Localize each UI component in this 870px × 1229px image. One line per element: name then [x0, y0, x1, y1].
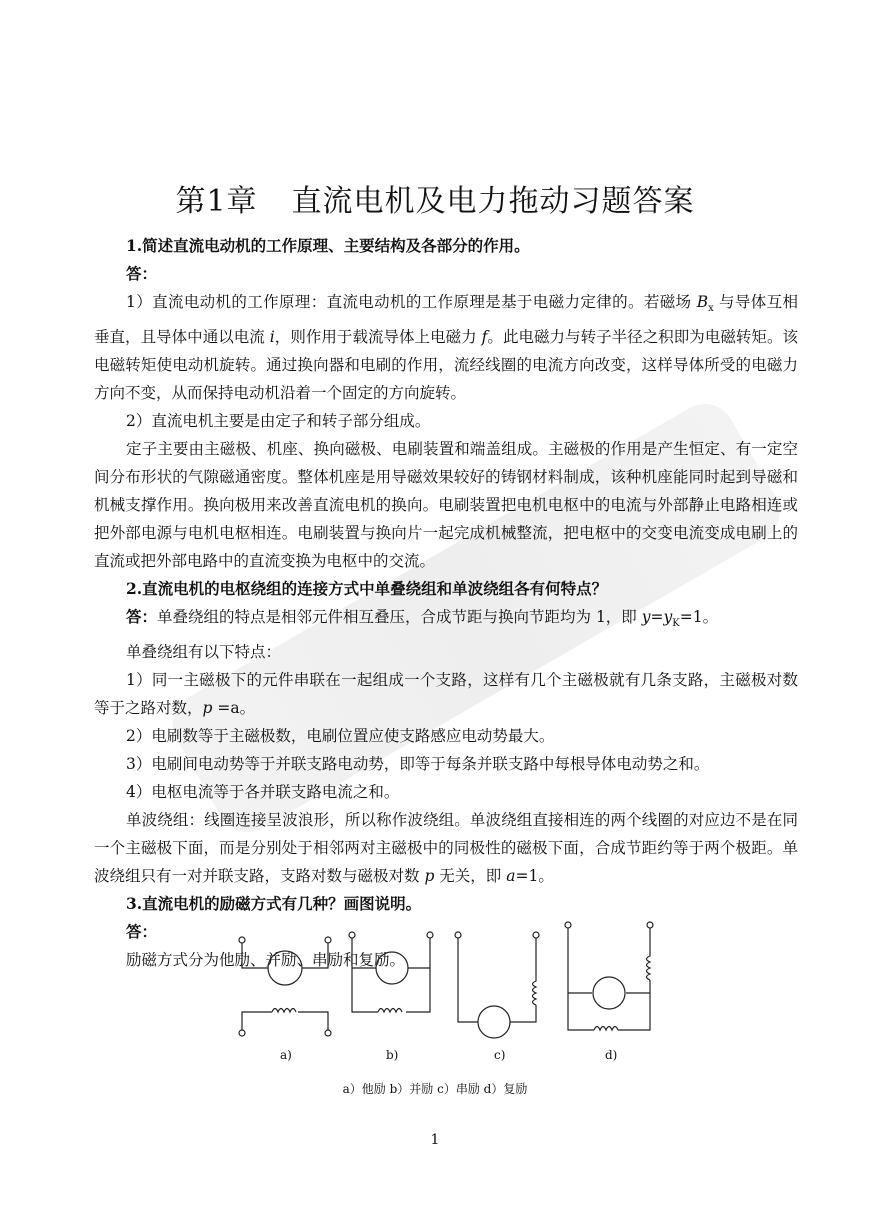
answer-label-3: 答：: [126, 922, 158, 942]
question-3: 3.直流电机的励磁方式有几种？画图说明。: [126, 894, 422, 914]
diagram-a-separate-excitation: [239, 937, 331, 1036]
q1-paragraph-2: 2）直流电机主要是由定子和转子部分组成。: [126, 412, 431, 431]
chapter-number: 第1章: [175, 184, 258, 219]
q2-wave-winding: 单波绕组：线圈连接呈波浪形，所以称作波绕组。单波绕组直接相连的两个线圈的对应边不是在同一个主磁极下面，而是分别处于相邻两对主磁极中的同极性的磁极下面，合成节距约等于两个极距。单波绕组只有一对并联支路，支路对数与磁极对数 p 无关，即 a=1。: [94, 811, 798, 886]
q2-list-intro: 单叠绕组有以下特点：: [126, 643, 282, 662]
excitation-diagrams: [230, 920, 660, 1070]
diagram-d-compound-excitation: [565, 922, 653, 1030]
figure-label-a: a): [280, 1048, 292, 1062]
question-2: 2.直流电机的电枢绕组的连接方式中单叠绕组和单波绕组各有何特点？: [126, 579, 608, 599]
figure-label-d: d): [605, 1048, 618, 1062]
question-1: 1.简述直流电动机的工作原理、主要结构及各部分的作用。: [126, 236, 530, 255]
q2-answer: 答：单叠绕组的特点是相邻元件相互叠压，合成节距与换向节距均为 1，即 $y=y_K=1$。: [126, 607, 719, 630]
q2-list-item-1: 1）同一主磁极下的元件串联在一起组成一个支路，这样有几个主磁极就有几条支路，主磁极对数等于之路对数，p =a。: [94, 671, 798, 718]
q1-paragraph-3: 定子主要由主磁极、机座、换向磁极、电刷装置和端盖组成。主磁极的作用是产生恒定、有一定空间分布形状的气隙磁通密度。整体机座是用导磁效果较好的铸钢材料制成，该种机座能同时起到导磁和机械支撑作用。换向极用来改善直流电机的换向。电刷装置把电机电枢中的电流与外部静止电路相连或把外部电源与电机电枢相连。电刷装置与换向片一起完成机械整流，把电枢中的交变电流变成电刷上的直流或把外部电路中的直流变换为电枢中的交流。: [94, 440, 798, 571]
q2-list-item-2: 2）电刷数等于主磁极数，电刷位置应使支路感应电动势最大。: [126, 727, 555, 746]
chapter-name: 直流电机及电力拖动习题答案: [291, 184, 695, 219]
q2-list-item-3: 3）电刷间电动势等于并联支路电动势，即等于每条并联支路中每根导体电动势之和。: [126, 755, 710, 774]
figure-caption: a）他励 b）并励 c）串励 d）复励: [342, 1082, 528, 1096]
answer-label-1: 答：: [126, 264, 158, 283]
page-number: 1: [430, 1132, 440, 1148]
diagram-b-shunt-excitation: [349, 932, 433, 1012]
figure-label-c: c): [494, 1048, 506, 1062]
q2-list-item-4: 4）电枢电流等于各并联支路电流之和。: [126, 783, 400, 802]
diagram-c-series-excitation: [455, 932, 539, 1038]
q1-paragraph-1: 1）直流电动机的工作原理：直流电动机的工作原理是基于电磁力定律的。若磁场 $B_x$ 与导体互相垂直，且导体中通以电流 i，则作用于载流导体上电磁力 f。此电磁力与转子半径之积即为电磁转矩。该电磁转矩使电动机旋转。通过换向器和电刷的作用，流经线圈的电流方向改变，这样导体所受的电磁力方向不变，从而保持电动机沿着一个固定的方向旋转。: [94, 293, 798, 403]
q3-text: 励磁方式分为他励、并励、串励和复励。: [126, 951, 406, 970]
figure-label-b: b): [386, 1048, 399, 1062]
page-title: [0, 176, 870, 220]
main-content: [94, 232, 798, 974]
